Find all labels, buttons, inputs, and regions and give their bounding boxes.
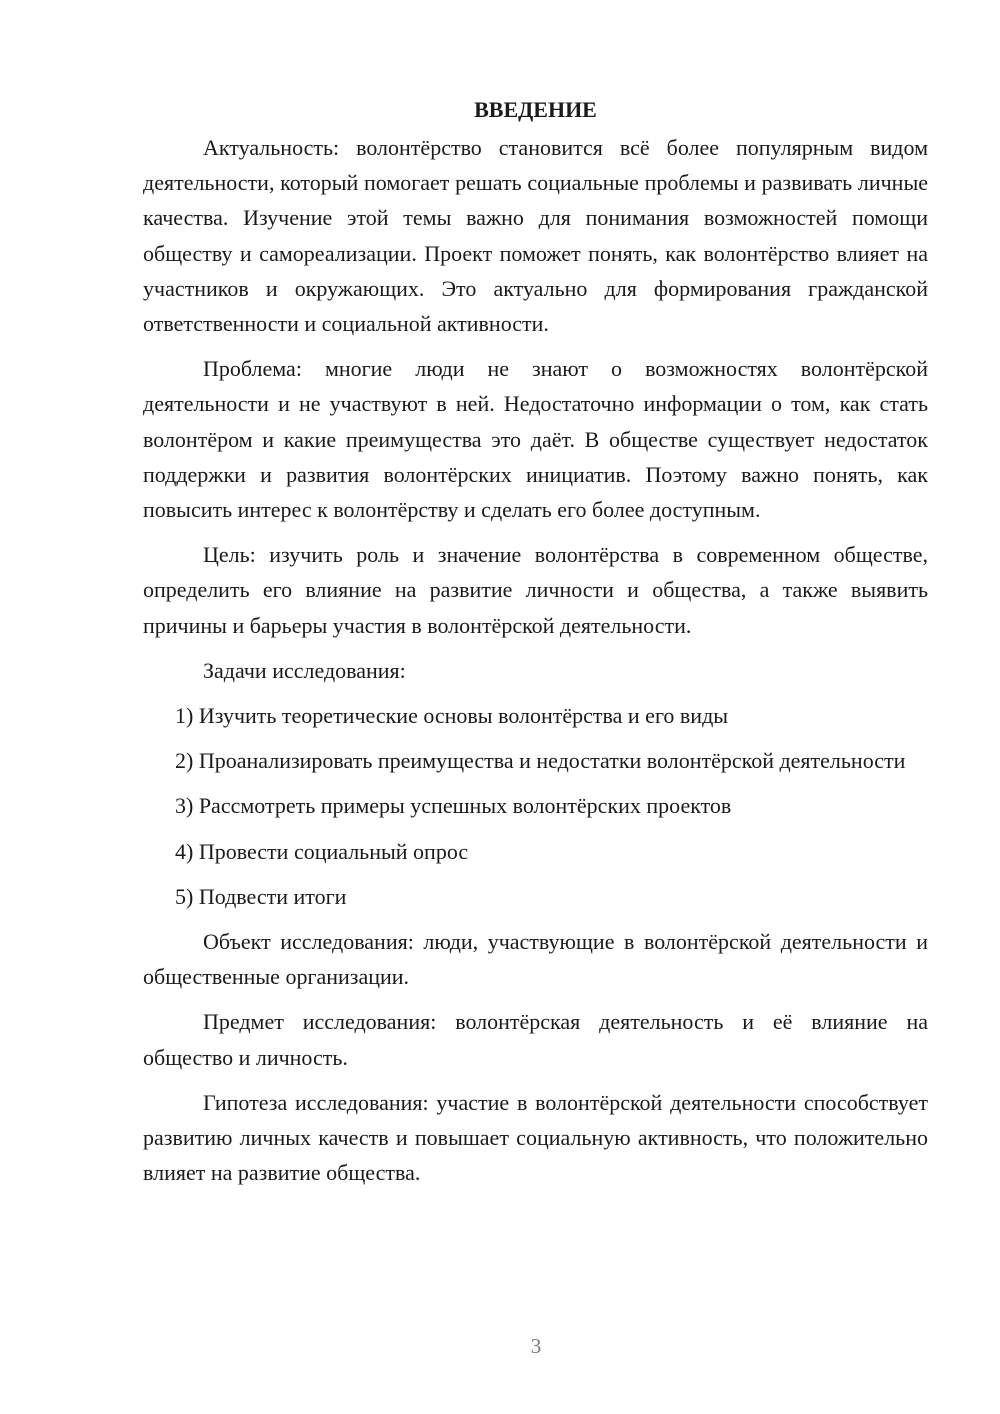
task-item-1: 1) Изучить теоретические основы волонтёрства и его виды — [175, 703, 729, 729]
page-title: ВВЕДЕНИЕ — [474, 97, 597, 122]
problem-paragraph: Проблема: многие люди не знают о возможностях волонтёрской деятельности и не участвуют в ней. Недостаточно информации о том, как стать волонтёром и какие преимущества это даёт. В обществе существует недостаток поддержки и развития волонтёрских инициатив. Поэтому важно понять, как повысить интерес к волонтёрству и сделать его более доступным. — [143, 356, 928, 523]
tasks-heading: Задачи исследования: — [203, 657, 406, 683]
relevance-paragraph: Актуальность: волонтёрство становится всё более популярным видом деятельности, который помогает решать социальные проблемы и развивать личные качества. Изучение этой темы важно для понимания возможностей помощи обществу и самореализации. Проект поможет понять, как волонтёрство влияет на участников и окружающих. Это актуально для формирования гражданской ответственности и социальной активности. — [143, 135, 928, 337]
task-item-4: 4) Провести социальный опрос — [175, 838, 469, 864]
object-paragraph: Объект исследования: люди, участвующие в волонтёрской деятельности и общественные организации. — [143, 929, 928, 990]
document-page — [143, 92, 928, 1200]
goal-paragraph: Цель: изучить роль и значение волонтёрства в современном обществе, определить его влияние на развитие личности и общества, а также выявить причины и барьеры участия в волонтёрской деятельности. — [143, 542, 928, 638]
page-number: 3 — [530, 1334, 542, 1358]
hypothesis-paragraph: Гипотеза исследования: участие в волонтёрской деятельности способствует развитию личных качеств и повышает социальную активность, что положительно влияет на развитие общества. — [143, 1089, 928, 1186]
subject-paragraph: Предмет исследования: волонтёрская деятельность и её влияние на общество и личность. — [143, 1009, 928, 1070]
task-item-5: 5) Подвести итоги — [175, 883, 347, 909]
task-item-2: 2) Проанализировать преимущества и недостатки волонтёрской деятельности — [175, 748, 906, 774]
task-item-3: 3) Рассмотреть примеры успешных волонтёрских проектов — [175, 793, 732, 819]
